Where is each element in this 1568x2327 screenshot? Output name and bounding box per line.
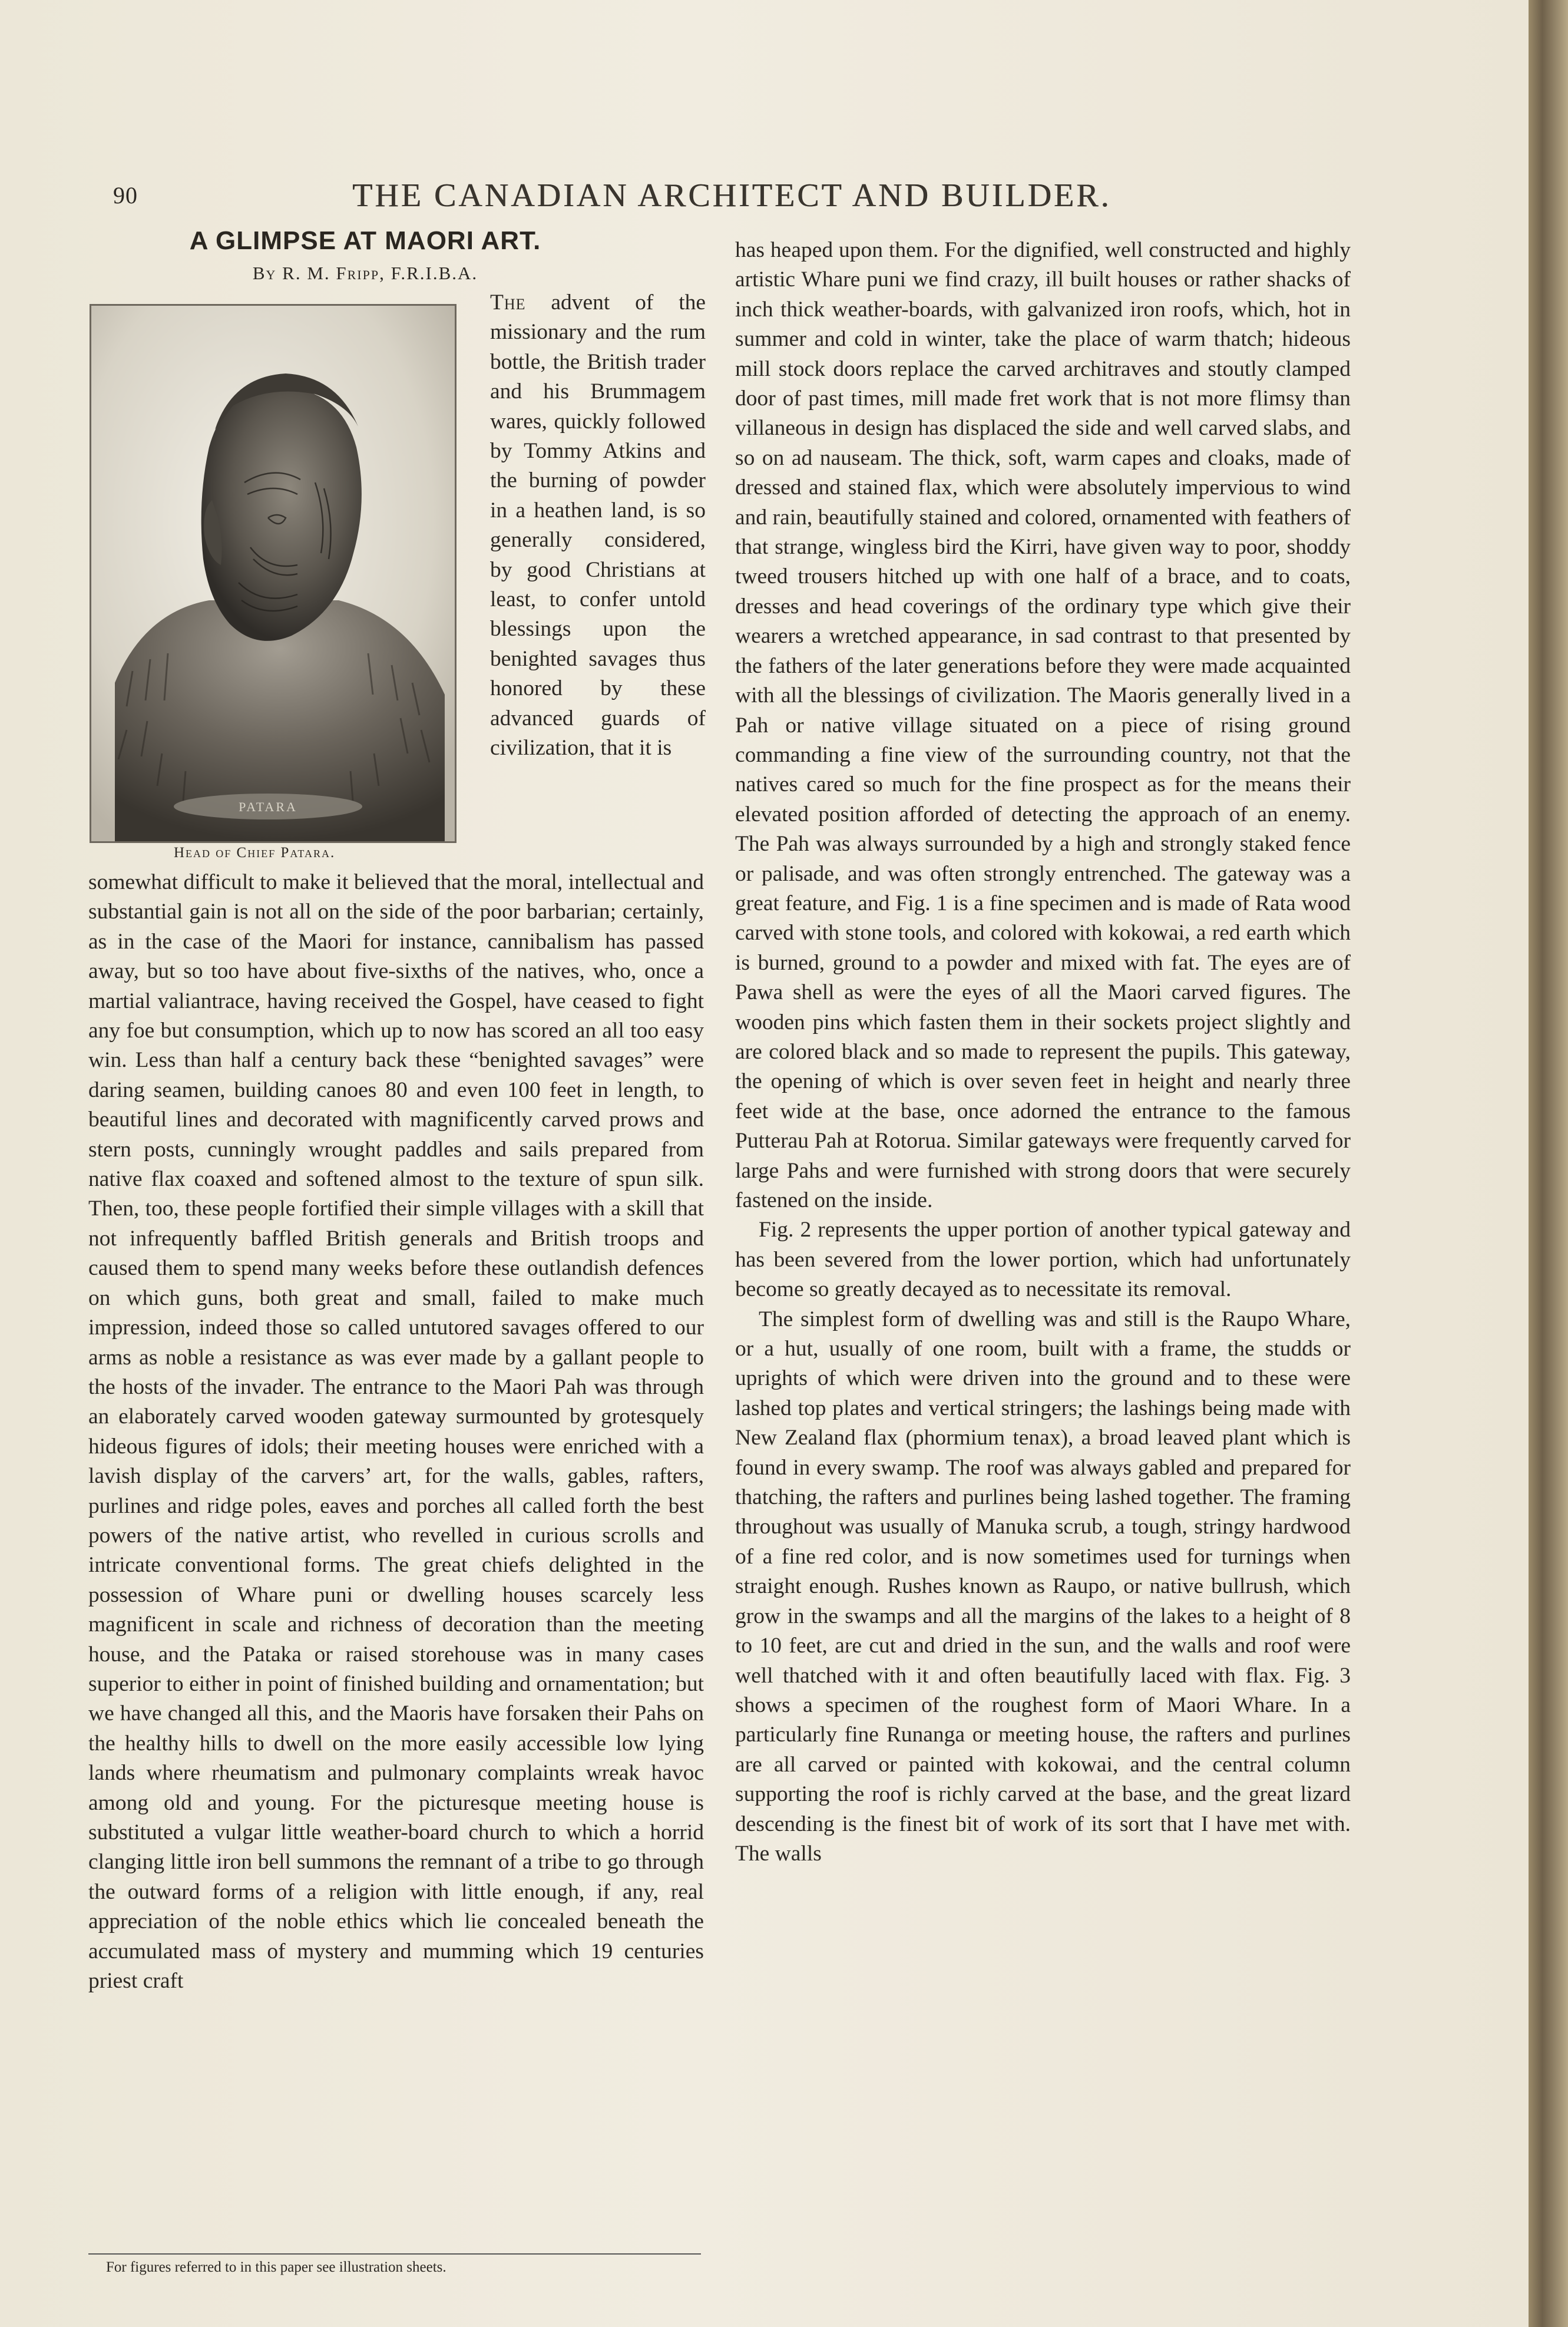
portrait-figure bbox=[90, 304, 456, 843]
portrait-caption: Head of Chief Patara. bbox=[174, 845, 336, 861]
footnote: For figures referred to in this paper see illustration sheets. bbox=[106, 2259, 446, 2275]
journal-title: THE CANADIAN ARCHITECT AND BUILDER. bbox=[352, 177, 1112, 214]
right-paragraph: Fig. 2 represents the upper portion of another typical gateway and has been severed from the lower portion, which had unfortunately become so greatly decayed as to necessitate its removal. bbox=[735, 1218, 1351, 1302]
portrait-nameplate: PATARA bbox=[239, 799, 297, 814]
article-title: A GLIMPSE AT MAORI ART. bbox=[189, 226, 541, 255]
intro-first-word: The bbox=[490, 290, 526, 315]
intro-text: advent of the missionary and the rum bottle, the British trader and his Brummagem wares, quickly followed by Tommy Atkins and the burning of powder in a heathen land, is so generally considered, by good Christians at least, to confer untold blessings upon the benighted savages thus honored by these advanced guards of civilization, that it is bbox=[490, 290, 706, 761]
footnote-rule bbox=[88, 2253, 701, 2255]
left-column bbox=[88, 868, 704, 1996]
page-number: 90 bbox=[113, 182, 138, 209]
running-head bbox=[106, 177, 1378, 218]
right-column bbox=[735, 236, 1351, 1869]
binding-edge bbox=[1529, 0, 1568, 2327]
article-byline: By R. M. Fripp, F.R.I.B.A. bbox=[252, 263, 478, 283]
portrait-illustration bbox=[91, 306, 455, 841]
left-paragraph: somewhat difficult to make it believed that the moral, intellectual and substantial gain is not all on the side of the poor barbarian; certainly, as in the case of the Maori for instance, cannibalism has passed away, but so too have about five-sixths of the natives, who, once a martial valiantrace, having received the Gospel, have ceased to fight any foe but consumption, which up to now has scored an all too easy win. Less than half a century back these “benighted savages” were daring seamen, building canoes 80 and even 100 feet in length, to beautiful lines and decorated with magnificently carved prows and stern posts, cunningly wrought paddles and sails prepared from native flax coaxed and softened almost to the texture of spun silk. Then, too, these people fortified their simple villages with a skill that not infrequently baffled British generals and British troops and caused them to spend many weeks before these outlandish defences on which guns, both great and small, failed to make much impression, indeed those so called untutored savages offered to our arms as noble a resistance as was ever made by a gallant people to the hosts of the invader. The entrance to the Maori Pah was through an elaborately carved wooden gateway surmounted by grotesquely hideous figures of idols; their meeting houses were enriched with a lavish display of the carvers’ art, for the walls, gables, rafters, purlines and ridge poles, eaves and porches all called forth the best powers of the native artist, who revelled in curious scrolls and intricate conventional forms. The great chiefs delighted in the possession of Whare puni or dwelling houses scarcely less magnificent in scale and richness of decoration than the meeting house, and the Pataka or raised storehouse was in many cases superior to either in point of finished building and ornamentation; but we have changed all this, and the Maoris have forsaken their Pahs on the healthy hills to dwell on the more easily accessible low lying lands where rheumatism and pulmonary complaints wreak havoc among old and young. For the picturesque meeting house is substituted a vulgar little weather-board church to which a horrid clanging little iron bell summons the remnant of a tribe to go through the outward forms of a religion with little enough, if any, real appreciation of the noble ethics which lie concealed beneath the accumulated mass of mystery and mumming which 19 centuries priest craft bbox=[88, 870, 704, 1994]
right-paragraph: The simplest form of dwelling was and still is the Raupo Whare, or a hut, usually of one room, built with a frame, the studds or uprights of which were driven into the ground and to these were lashed top plates and vertical stringers; the lashings being made with New Zealand flax (phormium tenax), a broad leaved plant which is found in every swamp. The roof was always gabled and prepared for thatching, the rafters and purlines being lashed together. The framing throughout was usually of Manuka scrub, a tough, stringy hardwood of a fine red color, and is now sometimes used for turnings when straight enough. Rushes known as Raupo, or native bullrush, which grow in the swamps and all the margins of the lakes to a height of 8 to 10 feet, are cut and dried in the sun, and the walls and roof were well thatched with it and often beautifully laced with flax. Fig. 3 shows a specimen of the roughest form of Maori Whare. In a particularly fine Runanga or meeting house, the rafters and purlines are all carved or painted with kokowai, and the central column supporting the roof is richly carved at the base, and the great lizard descending is the finest bit of work of its sort that I have met with. The walls bbox=[735, 1307, 1351, 1866]
intro-paragraph bbox=[490, 288, 706, 763]
right-paragraph: has heaped upon them. For the dignified, well constructed and highly artistic Whare puni we find crazy, ill built houses or rather shacks of inch thick weather-boards, with galvanized iron roofs, which, hot in summer and cold in winter, take the place of warm thatch; hideous mill stock doors replace the carved architraves and stoutly clamped door of past times, mill made fret work that is not more flimsy than villaneous in design has displaced the side and well carved slabs, and so on ad nauseam. The thick, soft, warm capes and cloaks, made of dressed and stained flax, which were absolutely impervious to wind and rain, beautifully stained and colored, ornamented with feathers of that strange, wingless bird the Kirri, have given way to poor, shoddy tweed trousers hitched up with one half of a brace, and to coats, dresses and head coverings of the ordinary type which give their wearers a wretched appearance, in sad contrast to that presented by the fathers of the later generations before they were made acquainted with all the blessings of civilization. The Maoris generally lived in a Pah or native village situated on a piece of rising ground commanding a fine view of the surrounding country, not that the natives cared so much for the fine prospect as for the means their elevated position afforded of detecting the approach of an enemy. The Pah was always surrounded by a high and strongly staked fence or palisade, and was often strongly entrenched. The gateway was a great feature, and Fig. 1 is a fine specimen and is made of Rata wood carved with stone tools, and colored with kokowai, a red earth which is burned, ground to a powder and mixed with fat. The eyes are of Pawa shell as were the eyes of all the Maori carved figures. The wooden pins which fasten them in their sockets project slightly and are colored black and so made to represent the pupils. This gateway, the opening of which is over seven feet in height and nearly three feet wide at the base, once adorned the entrance to the famous Putterau Pah at Rotorua. Similar gateways were frequently carved for large Pahs and were furnished with strong doors that were securely fastened on the inside. bbox=[735, 238, 1351, 1212]
